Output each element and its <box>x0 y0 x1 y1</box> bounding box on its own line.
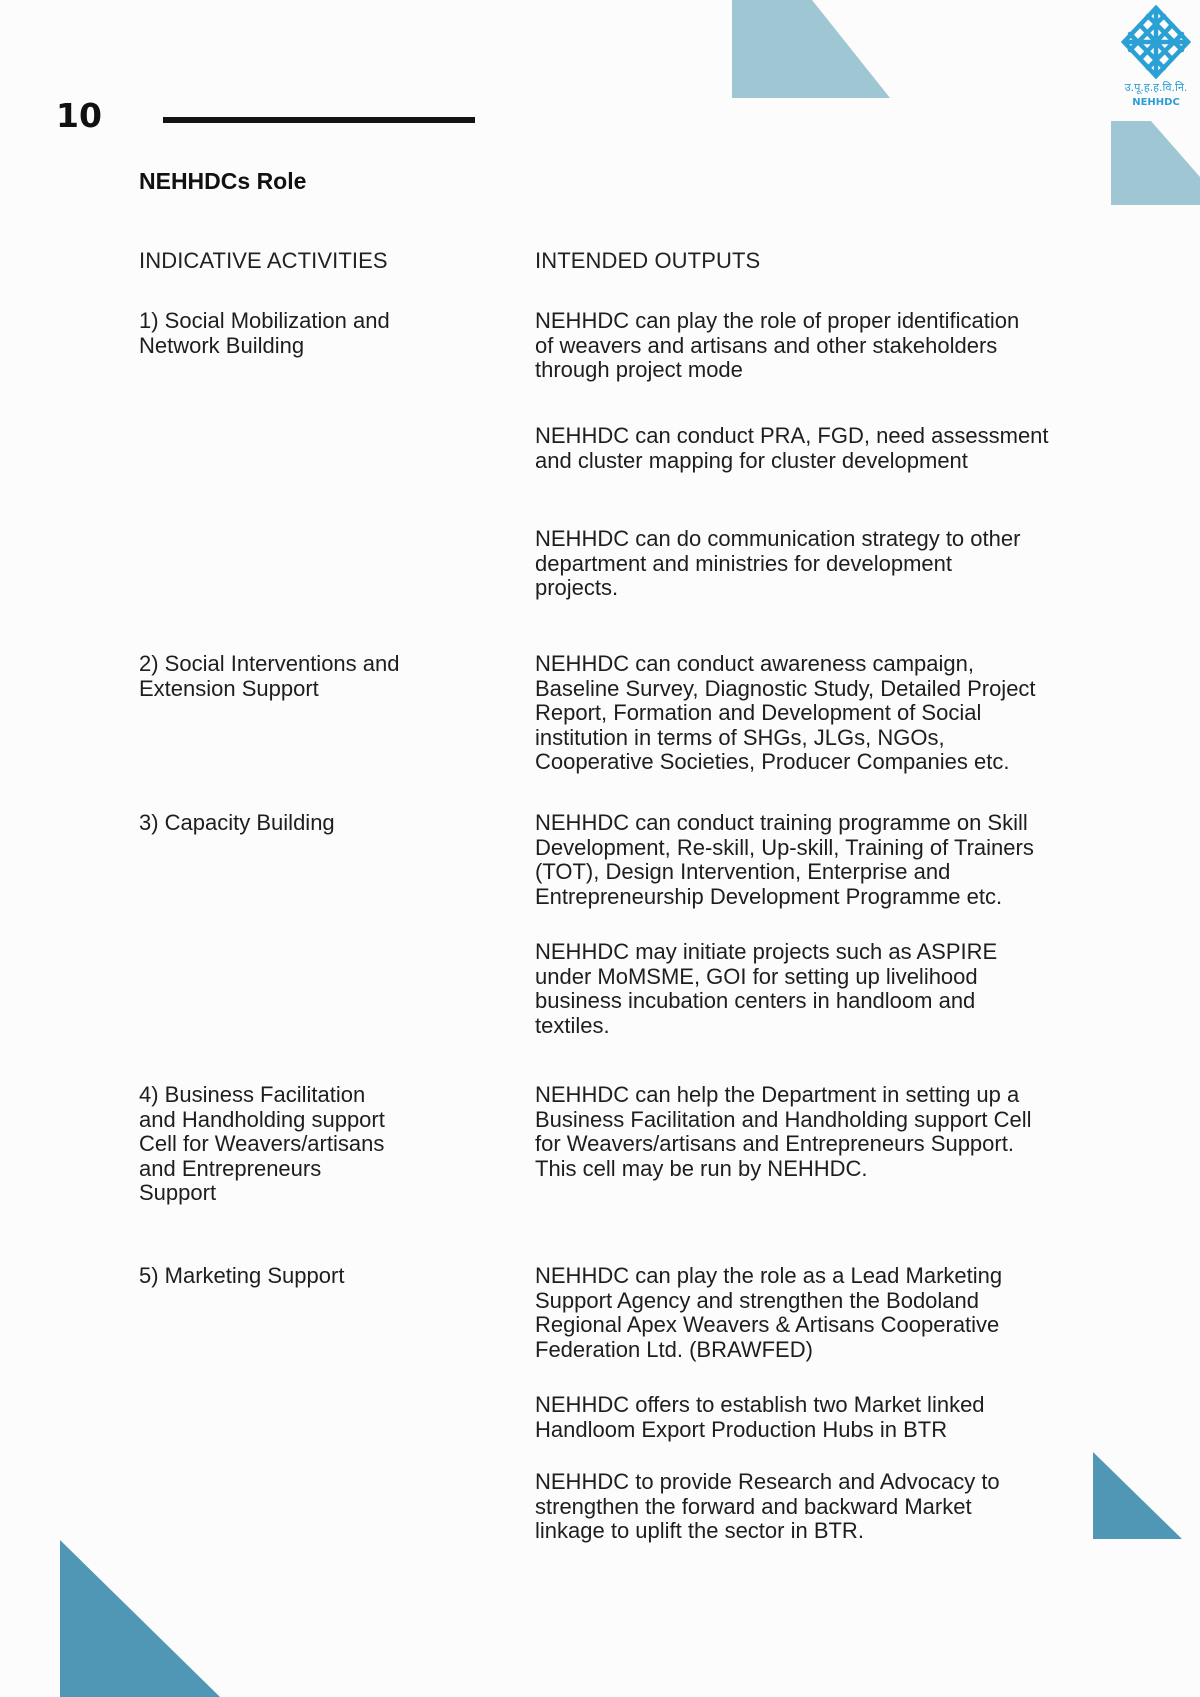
decor-triangle-right-bottom <box>1093 1452 1182 1539</box>
activity-item: 4) Business Facilitation and Handholding support Cell for Weavers/artisans and Entrepreneurs Support <box>139 1082 385 1205</box>
logo-hindi-text: उ.पू.ह.ह.वि.नि. <box>1124 81 1188 94</box>
header-rule <box>163 117 475 123</box>
activity-item: 5) Marketing Support <box>139 1263 345 1288</box>
output-item: NEHHDC can do communication strategy to other department and ministries for development projects. <box>535 526 1021 600</box>
output-item: NEHHDC can play the role as a Lead Marketing Support Agency and strengthen the Bodoland Regional Apex Weavers & Artisans Cooperative Federation Ltd. (BRAWFED) <box>535 1263 1003 1362</box>
header-indicative-activities: INDICATIVE ACTIVITIES <box>139 248 388 273</box>
output-item: NEHHDC can conduct training programme on Skill Development, Re-skill, Up-skill, Training of Trainers (TOT), Design Intervention, Enterprise and Entrepreneurship Development Programme etc. <box>535 810 1034 909</box>
output-item: NEHHDC to provide Research and Advocacy to strengthen the forward and backward Market linkage to uplift the sector in BTR. <box>535 1469 1000 1543</box>
header-intended-outputs: INTENDED OUTPUTS <box>535 248 761 273</box>
decor-triangle-bottom-left <box>60 1540 220 1697</box>
output-item: NEHHDC offers to establish two Market linked Handloom Export Production Hubs in BTR <box>535 1392 985 1442</box>
logo-abbrev: NEHHDC <box>1132 97 1180 108</box>
logo <box>1118 4 1194 114</box>
page-number: 10 <box>56 96 102 135</box>
decor-triangle-top <box>732 0 890 98</box>
output-item: NEHHDC can play the role of proper identification of weavers and artisans and other stakeholders through project mode <box>535 308 1020 382</box>
activity-item: 1) Social Mobilization and Network Building <box>139 308 390 358</box>
activity-item: 3) Capacity Building <box>139 810 335 835</box>
activity-item: 2) Social Interventions and Extension Support <box>139 651 400 701</box>
output-item: NEHHDC may initiate projects such as ASPIRE under MoMSME, GOI for setting up livelihood business incubation centers in handloom and textiles. <box>535 939 998 1038</box>
page-title: NEHHDCs Role <box>139 168 307 194</box>
output-item: NEHHDC can conduct PRA, FGD, need assessment and cluster mapping for cluster development <box>535 423 1049 473</box>
lattice-emblem-icon <box>1118 4 1194 80</box>
output-item: NEHHDC can help the Department in setting up a Business Facilitation and Handholding support Cell for Weavers/artisans and Entrepreneurs Support. This cell may be run by NEHHDC. <box>535 1082 1032 1181</box>
decor-triangle-right-top <box>1111 121 1200 205</box>
output-item: NEHHDC can conduct awareness campaign, Baseline Survey, Diagnostic Study, Detailed Project Report, Formation and Development of Social institution in terms of SHGs, JLGs, NGOs, Cooperative Societies, Producer Companies etc. <box>535 651 1036 774</box>
